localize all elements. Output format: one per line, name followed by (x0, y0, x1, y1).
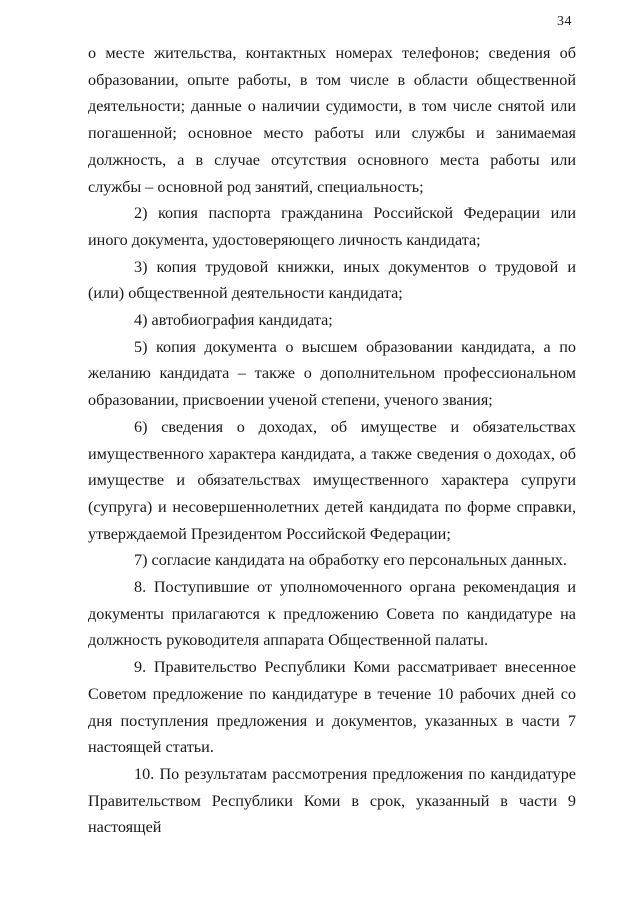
list-item-4: 4) автобиография кандидата; (134, 311, 333, 330)
page-number: 34 (557, 14, 572, 29)
list-item-3: 3) копия трудовой книжки, иных документов о трудовой и (или) общественной деятельности кандидата; (88, 257, 576, 303)
list-item-7: 7) согласие кандидата на обработку его персональных данных. (134, 551, 567, 570)
paragraph-part-9: 9. Правительство Республики Коми рассматривает внесенное Советом предложение по кандидатуре в течение 10 рабочих дней со дня поступления предложения и документов, указанных в части 7 настоящей статьи. (88, 658, 576, 757)
paragraph-part-8: 8. Поступившие от уполномоченного органа рекомендация и документы прилагаются к предложению Совета по кандидатуре на должность руководителя аппарата Общественной палаты. (88, 578, 576, 650)
paragraph-part-10: 10. По результатам рассмотрения предложения по кандидатуре Правительством Республики Коми в срок, указанный в части 9 настоящей (88, 764, 576, 837)
paragraph-intro-continued: о месте жительства, контактных номерах телефонов; сведения об образовании, опыте работы, в том числе в области общественной деятельности; данные о наличии судимости, в том числе снятой или погашенной; основное место работы или службы и занимаемая должность, а в случае отсутствия основного места работы или службы – основной род занятий, специальность; (88, 44, 576, 196)
list-item-6: 6) сведения о доходах, об имуществе и обязательствах имущественного характера кандидата, а также сведения о доходах, об имуществе и обязательствах имущественного характера супруги (супруга) и несовершеннолетних детей кандидата по форме справки, утверждаемой Президентом Российской Федерации; (88, 417, 576, 543)
document-body (88, 40, 576, 841)
list-item-2: 2) копия паспорта гражданина Российской Федерации или иного документа, удостоверяющего личность кандидата; (88, 204, 576, 249)
list-item-5: 5) копия документа о высшем образовании кандидата, а по желанию кандидата – также о дополнительном профессиональном образовании, присвоении ученой степени, ученого звания; (88, 337, 576, 410)
